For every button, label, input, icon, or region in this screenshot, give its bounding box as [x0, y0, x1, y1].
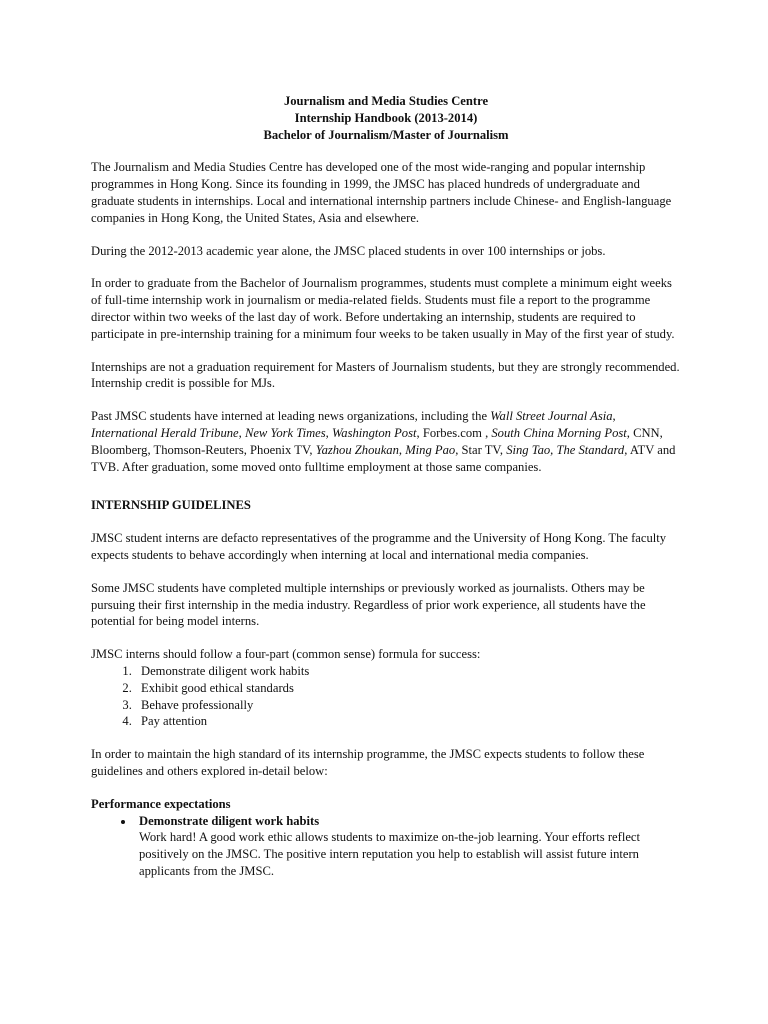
publication-name: International Herald Tribune [91, 425, 239, 440]
text-run: , Star TV, [455, 442, 507, 457]
publication-name: South China Morning Post [491, 425, 627, 440]
formula-list-item: 2. Exhibit good ethical standards [135, 680, 681, 697]
publication-name: Ming Pao [405, 442, 456, 457]
text-run: , [238, 425, 245, 440]
formula-intro: JMSC interns should follow a four-part (common sense) formula for success: [91, 647, 481, 662]
title-line-handbook: Internship Handbook (2013-2014) [294, 110, 478, 125]
expectation-title: • Demonstrate diligent work habits [139, 813, 320, 828]
publication-name: Wall Street Journal Asia [490, 409, 613, 424]
intro-paragraph-4: Internships are not a graduation requirement for Masters of Journalism students, but they are strongly recommended. Internship credit is possible for MJs. [91, 359, 680, 391]
text-run: Past JMSC students have interned at leading news organizations, including the [91, 409, 491, 424]
publication-name: Yazhou Zhoukan [315, 442, 399, 457]
section-heading-guidelines: INTERNSHIP GUIDELINES [91, 498, 251, 513]
formula-list-item: 1. Demonstrate diligent work habits [135, 663, 681, 680]
text-run: , ATV and TVB. After graduation, some moved onto fulltime employment at those same companies. [91, 442, 676, 474]
text-run: , [612, 409, 616, 424]
subheading-performance: Performance expectations [91, 796, 231, 811]
title-line-centre: Journalism and Media Studies Centre [283, 94, 489, 108]
intro-paragraph-2: During the 2012-2013 academic year alone, the JMSC placed students in over 100 internships or jobs. [91, 243, 606, 258]
guidelines-paragraph-3: In order to maintain the high standard of its internship programme, the JMSC expects students to follow these guidelines and others explored in-detail below: [91, 747, 645, 778]
guidelines-paragraph-2: Some JMSC students have completed multiple internships or previously worked as journalists. Others may be pursuing their first internship in the media industry. Regardless of prior work experience, all students have the potential for being model interns. [91, 580, 646, 629]
formula-list-item: 3. Behave professionally [135, 697, 681, 714]
text-run: , [398, 442, 406, 457]
intro-paragraph-5 [91, 408, 681, 475]
intro-paragraph-1: The Journalism and Media Studies Centre has developed one of the most wide-ranging and popular internship programmes in Hong Kong. Since its founding in 1999, the JMSC has placed hundreds of undergraduate and graduate students in internships. Local and international internship partners include Chinese- and English-language companies in Hong Kong, the United States, Asia and elsewhere. [91, 160, 672, 225]
expectation-body: Work hard! A good work ethic allows students to maximize on-the-job learning. Your efforts reflect positively on the JMSC. The positive intern reputation you help to establish will assist future intern applicants from the JMSC. [139, 830, 640, 878]
guidelines-paragraph-1: JMSC student interns are defacto representatives of the programme and the University of Hong Kong. The faculty expects students to behave accordingly when interning at local and international media companies. [91, 531, 667, 562]
expectation-item [135, 813, 681, 880]
intro-paragraph-3: In order to graduate from the Bachelor of Journalism programmes, students must complete a minimum eight weeks of full-time internship work in journalism or media-related fields. Students must file a report to the programme director within two weeks of the last day of work. Before undertaking an internship, students are required to participate in pre-internship training for a minimum four weeks to be taken usually in May of the first year of study. [91, 276, 675, 341]
publication-name: Sing Tao, The Standard [506, 442, 625, 457]
document-title [91, 93, 681, 143]
publication-name: New York Times, Washington Post [244, 425, 417, 440]
title-line-degree: Bachelor of Journalism/Master of Journalism [263, 127, 509, 142]
text-run: , Forbes.com , [416, 425, 492, 440]
expectations-list [91, 813, 681, 880]
formula-list [91, 663, 681, 730]
document-body [91, 93, 681, 880]
text-run: , CNN, Bloomberg, Thomson-Reuters, Phoenix TV, [91, 425, 663, 457]
formula-list-item: 4. Pay attention [135, 713, 681, 730]
